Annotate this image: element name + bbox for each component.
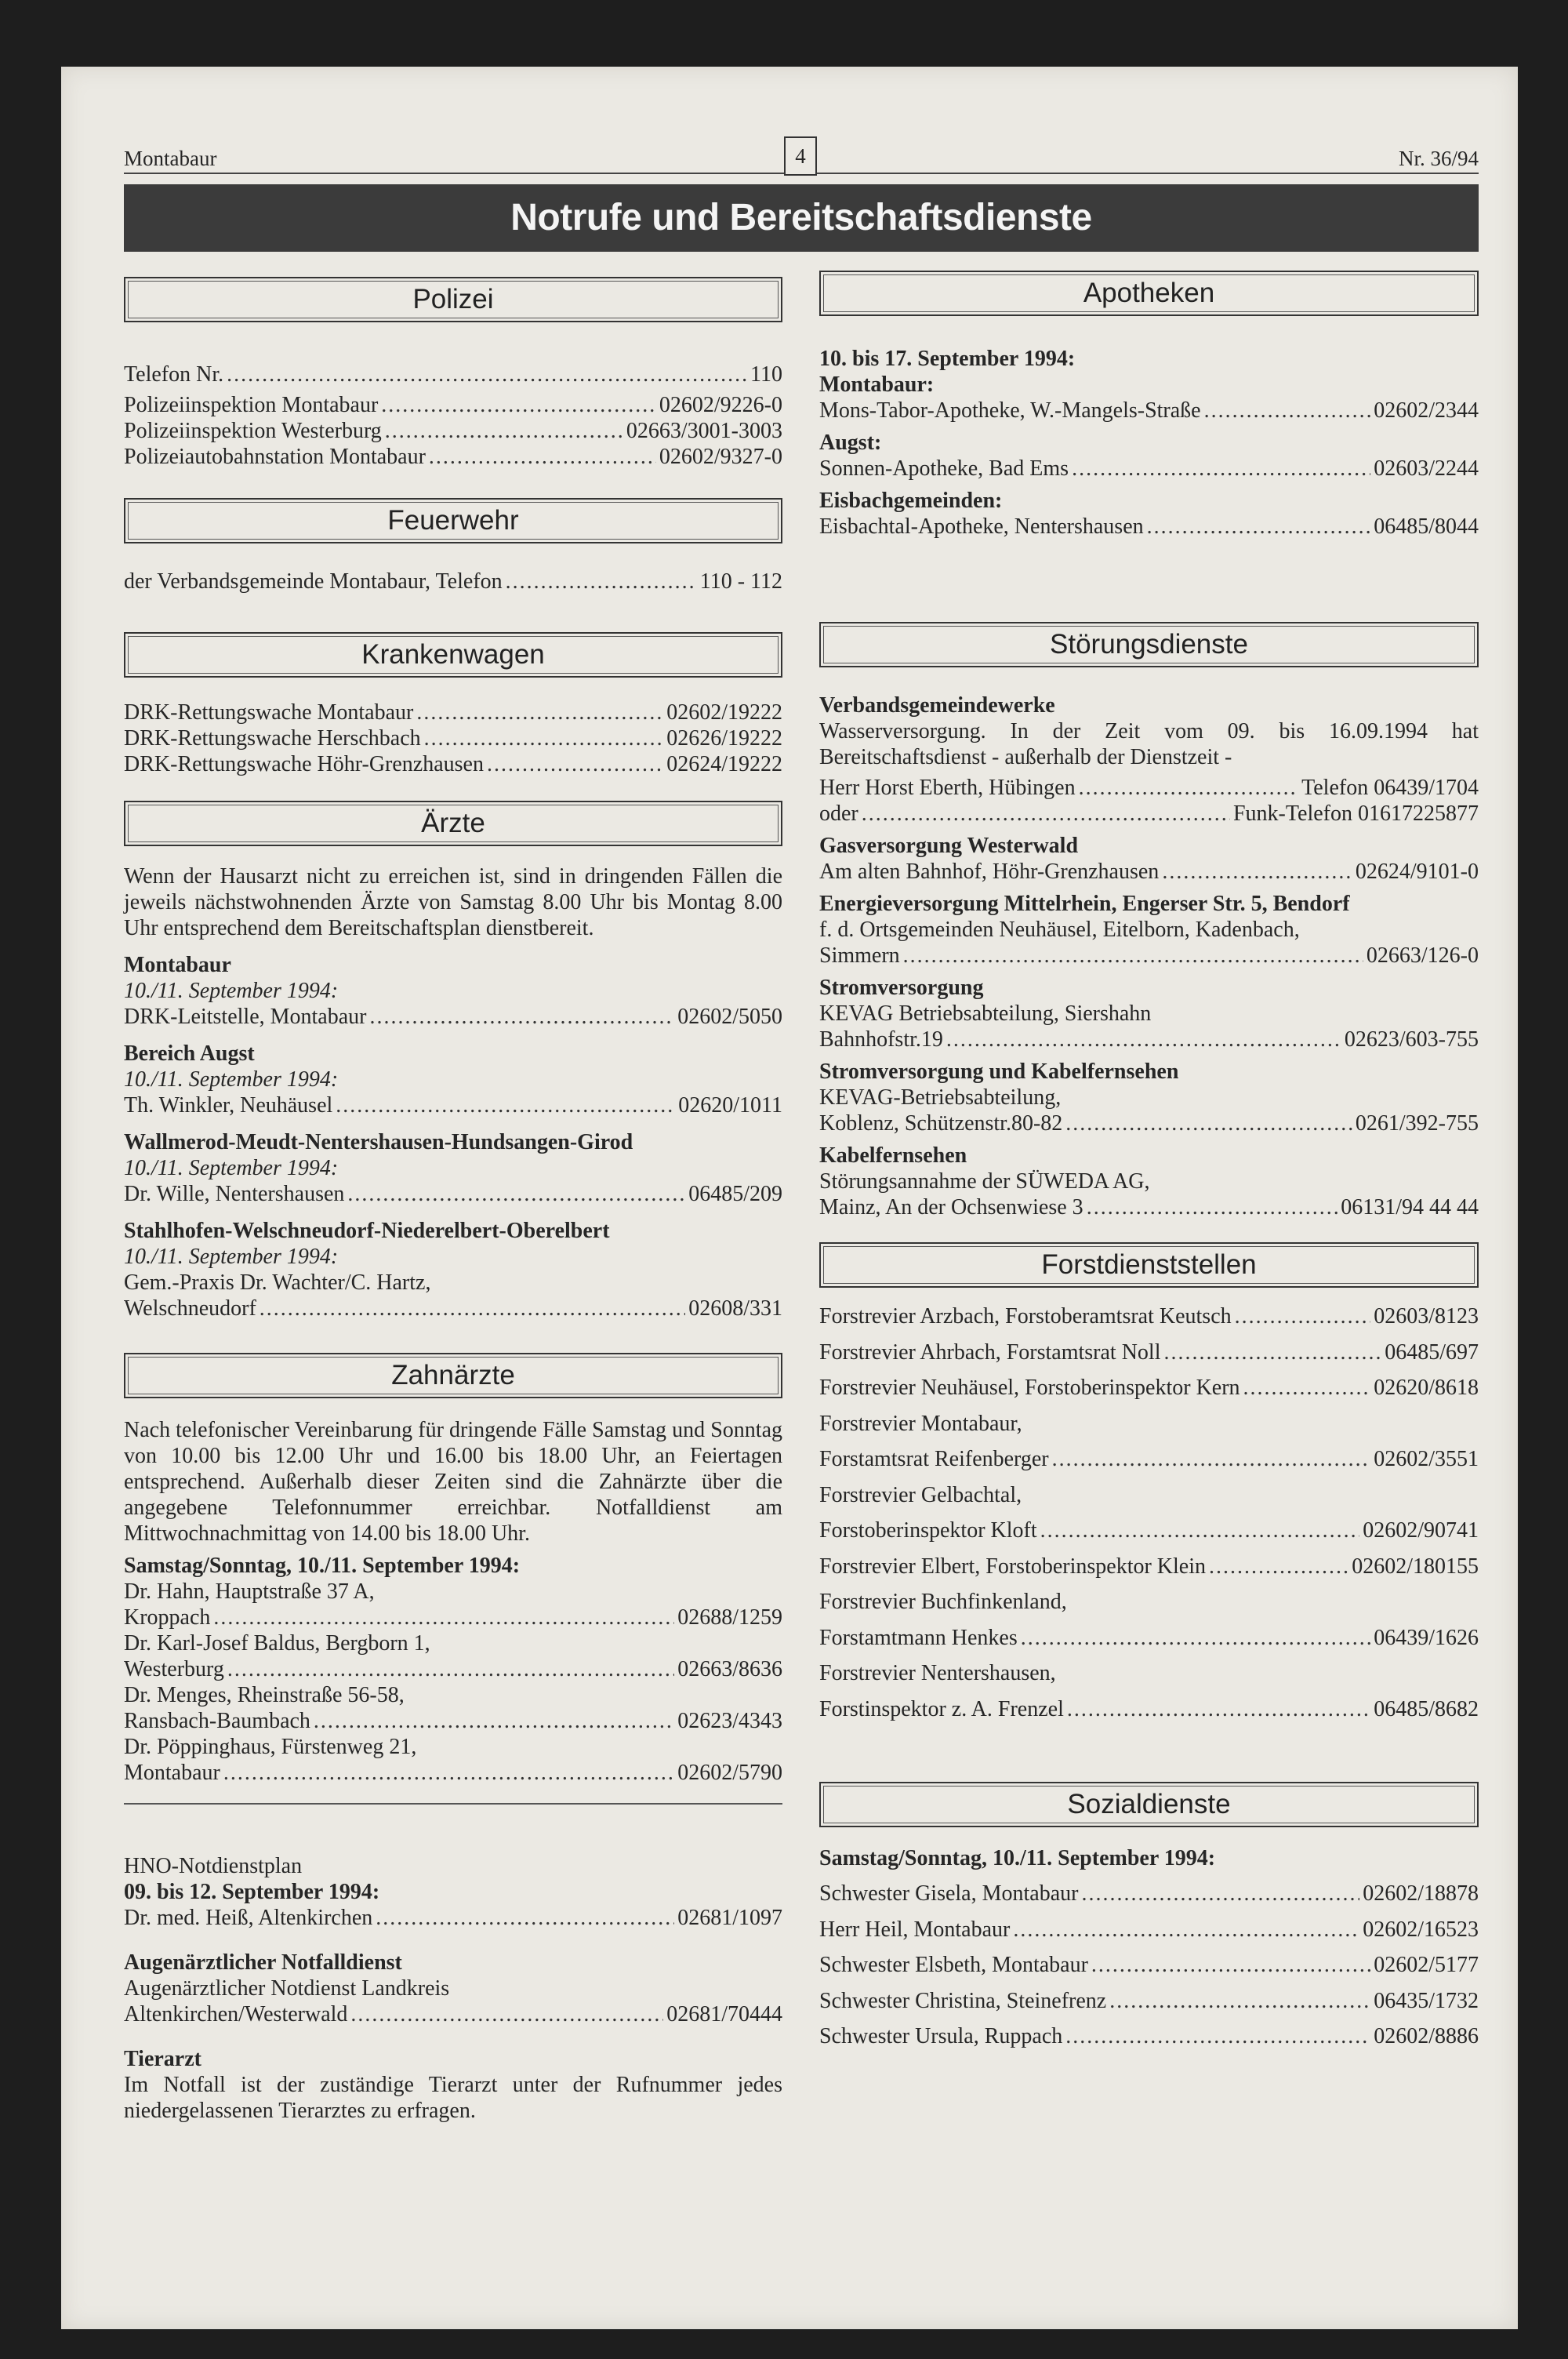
date-line: 10./11. September 1994: (124, 1156, 339, 1180)
place-heading: Montabaur: (819, 373, 935, 397)
list-item: DRK-Rettungswache Herschbach ..... 02626/19222 (124, 725, 782, 751)
list-item: Westerburg ..... 02663/8636 (124, 1656, 782, 1682)
krankenwagen-heading: Krankenwagen (124, 632, 782, 678)
list-item: Telefon Nr. ..... 110 (124, 362, 782, 387)
section-text: KEVAG Betriebsabteilung, Siershahn (819, 1001, 1152, 1026)
hno-title: HNO-Notdienstplan (124, 1854, 303, 1878)
section-heading: Kabelfernsehen (819, 1143, 967, 1168)
list-item: Bahnhofstr.19 ..... 02623/603-755 (819, 1027, 1479, 1052)
list-item: Am alten Bahnhof, Höhr-Grenzhausen ..... 02624/9101-0 (819, 859, 1479, 885)
list-item: Forstrevier Gelbachtal, (819, 1482, 1022, 1507)
list-item: Mons-Tabor-Apotheke, W.-Mangels-Straße ..... 02602/2344 (819, 398, 1479, 423)
date-heading: 10. bis 17. September 1994: (819, 347, 1076, 371)
place-heading: Augst: (819, 431, 882, 455)
doctor-name: Gem.-Praxis Dr. Wachter/C. Hartz, (124, 1270, 431, 1295)
list-item: Polizeiinspektion Westerburg ..... 02663/3001-3003 (124, 418, 782, 444)
apotheken-heading: Apotheken (819, 271, 1479, 316)
list-item: Forstamtmann Henkes ..... 06439/1626 (819, 1620, 1479, 1656)
list-item: Schwester Gisela, Montabaur ..... 02602/18878 (819, 1876, 1479, 1912)
dentist-address: Dr. Karl-Josef Baldus, Bergborn 1, (124, 1631, 430, 1656)
list-item: Simmern ..... 02663/126-0 (819, 943, 1479, 969)
tierarzt-title: Tierarzt (124, 2047, 201, 2071)
date-line: 10./11. September 1994: (124, 1067, 339, 1092)
date-line: 10./11. September 1994: (124, 979, 339, 1003)
page-title: Notrufe und Bereitschaftsdienste (124, 184, 1479, 252)
sozial-heading: Sozialdienste (819, 1782, 1479, 1827)
list-item: Polizeiinspektion Montabaur ..... 02602/9226-0 (124, 392, 782, 418)
list-item: Polizeiautobahnstation Montabaur ..... 02602/9327-0 (124, 444, 782, 470)
list-item: Forstrevier Ahrbach, Forstamtsrat Noll ..... 06485/697 (819, 1335, 1479, 1371)
area-heading: Wallmerod-Meudt-Nentershausen-Hundsangen-Girod (124, 1130, 633, 1154)
list-item: Herr Heil, Montabaur ..... 02602/16523 (819, 1912, 1479, 1948)
section-heading: Verbandsgemeindewerke (819, 693, 1055, 718)
list-item: Mainz, An der Ochsenwiese 3 ..... 06131/94 44 44 (819, 1194, 1479, 1220)
zahnaerzte-heading: Zahnärzte (124, 1353, 782, 1398)
section-text: Wasserversorgung. In der Zeit vom 09. bis 16.09.1994 hat Bereitschaftsdienst - außerhalb der Dienstzeit - (819, 719, 1479, 769)
polizei-heading: Polizei (124, 277, 782, 322)
aerzte-intro: Wenn der Hausarzt nicht zu erreichen ist, sind in dringenden Fällen die jeweils nächstwohnenden Ärzte von Samstag 8.00 Uhr bis Montag 8.00 Uhr entsprechend dem Bereitschaftsplan dienstbereit. (124, 864, 782, 940)
list-item: Kroppach ..... 02688/1259 (124, 1605, 782, 1630)
list-item: Altenkirchen/Westerwald ..... 02681/70444 (124, 2001, 782, 2027)
hno-date: 09. bis 12. September 1994: (124, 1880, 380, 1904)
list-item: der Verbandsgemeinde Montabaur, Telefon ..... 110 - 112 (124, 569, 782, 594)
header-town: Montabaur (124, 147, 217, 170)
right-column (819, 271, 1479, 2055)
place-heading: Eisbachgemeinden: (819, 489, 1003, 513)
list-item: Forstrevier Arzbach, Forstoberamtsrat Keutsch ..... 02603/8123 (819, 1299, 1479, 1335)
zahnaerzte-intro: Nach telefonischer Vereinbarung für dringende Fälle Samstag und Sonntag von 10.00 bis 12.00 Uhr und 16.00 bis 18.00 Uhr, an Feiertagen entsprechend. Außerhalb dieser Zeiten sind die Zahnärzte über die angegebene Telefonnummer erreichbar. Notfalldienst am Mittwochnachmittag von 14.00 bis 18.00 Uhr. (124, 1418, 782, 1546)
list-item: Ransbach-Baumbach ..... 02623/4343 (124, 1708, 782, 1734)
issue-number: Nr. 36/94 (1398, 147, 1479, 170)
list-item: Forstoberinspektor Kloft ..... 02602/90741 (819, 1513, 1479, 1549)
date-heading: Samstag/Sonntag, 10./11. September 1994: (819, 1846, 1216, 1870)
date-line: 10./11. September 1994: (124, 1245, 339, 1269)
section-heading: Energieversorgung Mittelrhein, Engerser Str. 5, Bendorf (819, 892, 1350, 916)
list-item: Schwester Christina, Steinefrenz ..... 06435/1732 (819, 1983, 1479, 2019)
page-header (124, 133, 1479, 174)
section-text: Störungsannahme der SÜWEDA AG, (819, 1169, 1150, 1194)
forst-heading: Forstdienststellen (819, 1242, 1479, 1288)
list-item: Forstrevier Nentershausen, (819, 1661, 1056, 1685)
list-item: Montabaur ..... 02602/5790 (124, 1760, 782, 1786)
list-item: Sonnen-Apotheke, Bad Ems ..... 02603/2244 (819, 456, 1479, 482)
augen-title: Augenärztlicher Notfalldienst (124, 1950, 402, 1975)
aerzte-heading: Ärzte (124, 801, 782, 846)
dentist-address: Dr. Hahn, Hauptstraße 37 A, (124, 1579, 375, 1604)
list-item: oder ..... Funk-Telefon 01617225877 (819, 801, 1479, 827)
list-item: Herr Horst Eberth, Hübingen ..... Telefon 06439/1704 (819, 775, 1479, 801)
list-item: Schwester Elsbeth, Montabaur ..... 02602/5177 (819, 1947, 1479, 1983)
list-item: DRK-Rettungswache Montabaur ..... 02602/19222 (124, 700, 782, 725)
dentist-address: Dr. Pöppinghaus, Fürstenweg 21, (124, 1735, 417, 1759)
list-item: Th. Winkler, Neuhäusel ..... 02620/1011 (124, 1092, 782, 1118)
section-heading: Gasversorgung Westerwald (819, 834, 1079, 858)
list-item: Forstrevier Elbert, Forstoberinspektor Klein ..... 02602/180155 (819, 1549, 1479, 1585)
section-heading: Stromversorgung (819, 976, 984, 1000)
stoerung-heading: Störungsdienste (819, 622, 1479, 667)
augen-line: Augenärztlicher Notdienst Landkreis (124, 1976, 450, 2001)
area-heading: Bereich Augst (124, 1041, 255, 1066)
list-item: Forstamtsrat Reifenberger ..... 02602/3551 (819, 1441, 1479, 1478)
date-heading: Samstag/Sonntag, 10./11. September 1994: (124, 1554, 521, 1578)
list-item: Forstrevier Buchfinkenland, (819, 1590, 1067, 1614)
list-item: DRK-Rettungswache Höhr-Grenzhausen ..... 02624/19222 (124, 751, 782, 777)
section-heading: Stromversorgung und Kabelfernsehen (819, 1060, 1179, 1084)
area-heading: Stahlhofen-Welschneudorf-Niederelbert-Oberelbert (124, 1219, 610, 1243)
section-text: f. d. Ortsgemeinden Neuhäusel, Eitelborn, Kadenbach, (819, 918, 1300, 942)
feuerwehr-heading: Feuerwehr (124, 498, 782, 543)
tierarzt-text: Im Notfall ist der zuständige Tierarzt unter der Rufnummer jedes niedergelassenen Tierarztes zu erfragen. (124, 2073, 782, 2123)
forst-list (819, 1299, 1479, 1727)
sozial-list (819, 1876, 1479, 2055)
area-heading: Montabaur (124, 953, 231, 977)
list-item: Koblenz, Schützenstr.80-82 ..... 0261/392-755 (819, 1110, 1479, 1136)
list-item: Eisbachtal-Apotheke, Nentershausen ..... 06485/8044 (819, 514, 1479, 540)
list-item: Schwester Ursula, Ruppach ..... 02602/8886 (819, 2019, 1479, 2055)
list-item: Forstrevier Neuhäusel, Forstoberinspektor Kern ..... 02620/8618 (819, 1370, 1479, 1406)
section-text: KEVAG-Betriebsabteilung, (819, 1085, 1062, 1110)
list-item: Welschneudorf ..... 02608/331 (124, 1296, 782, 1321)
list-item: Dr. med. Heiß, Altenkirchen ..... 02681/1097 (124, 1905, 782, 1931)
list-item: DRK-Leitstelle, Montabaur ..... 02602/5050 (124, 1004, 782, 1030)
list-item: Dr. Wille, Nentershausen ..... 06485/209 (124, 1181, 782, 1207)
page-number: 4 (784, 136, 817, 176)
dentist-address: Dr. Menges, Rheinstraße 56-58, (124, 1683, 405, 1707)
list-item: Forstinspektor z. A. Frenzel ..... 06485/8682 (819, 1692, 1479, 1728)
list-item: Forstrevier Montabaur, (819, 1411, 1022, 1436)
left-column (124, 271, 782, 2124)
